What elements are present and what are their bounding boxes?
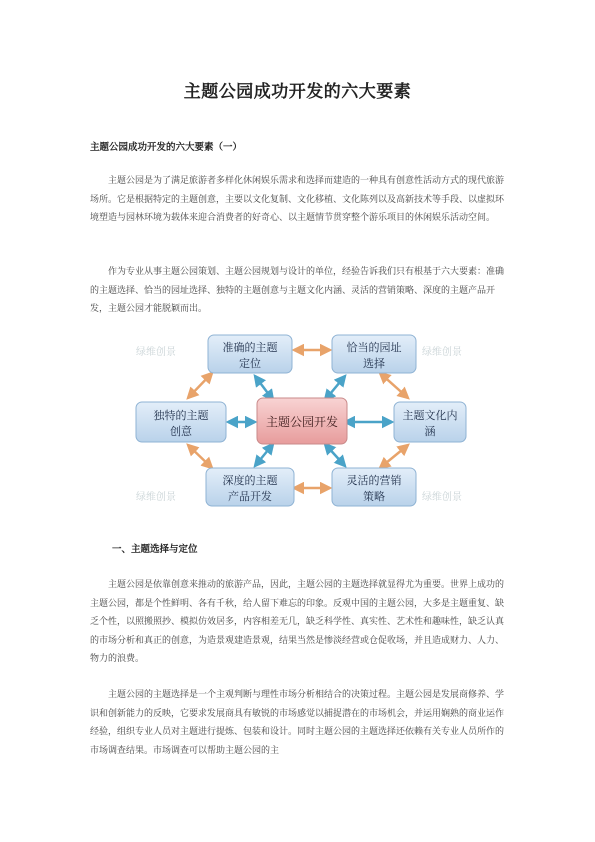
section-heading: 主题公园成功开发的六大要素（一） (90, 142, 243, 153)
watermark-text: 绿维创景 (136, 347, 176, 358)
node-top-left (208, 335, 292, 373)
arrow-center-top-left (255, 376, 273, 400)
arrow-center-bottom-right (325, 444, 345, 466)
node-label: 涵 (424, 425, 436, 438)
node-bottom-right (332, 468, 416, 506)
intro-paragraph-2: 作为专业从事主题公园策划、主题公园规划与设计的单位，经验告诉我们只有根基于六大要素：准确的主题选择、恰当的园址选择、独特的主题创意与主题文化内涵、灵活的营销策略、深度的主题产品开发，主题公园才能脱颖而出。 (90, 267, 505, 314)
node-top-right (332, 335, 416, 373)
node-label: 灵活的营销 (346, 474, 402, 487)
node-label: 定位 (239, 357, 261, 370)
body-paragraph-1: 主题公园是依靠创意来推动的旅游产品，因此，主题公园的主题选择就显得尤为重要。世界上成功的主题公园，都是个性鲜明、各有千秋，给人留下难忘的印象。反观中国的主题公园，大多是主题重复、缺乏个性，以照搬照抄、模拟仿效居多，内容相差无几，缺乏科学性、真实性、艺术性和趣味性，缺乏认真的市场分析和真正的创意，为造景观建造景观，结果当然是惨淡经营或仓促收场，并且造成财力、人力、物力的浪费。 (90, 580, 505, 664)
page-title: 主题公园成功开发的六大要素 (183, 82, 412, 102)
arrow-top-left-to-left (188, 373, 212, 398)
node-label: 独特的主题 (153, 409, 209, 422)
arrow-center-bottom-left (255, 444, 273, 466)
node-right (394, 402, 466, 442)
node-label: 主题文化内 (402, 409, 458, 422)
center-label: 主题公园开发 (265, 415, 339, 429)
node-center (257, 398, 347, 444)
node-label: 准确的主题 (222, 341, 278, 354)
node-label: 产品开发 (228, 490, 272, 503)
body-paragraph-2: 主题公园的主题选择是一个主观判断与理性市场分析相结合的决策过程。主题公园是发展商修养、学识和创新能力的反映，它要求发展商具有敏锐的市场感觉以捕捉潜在的市场机会，并运用娴熟的商业运作经验，组织专业人员对主题进行提炼、包装和设计。同时主题公园的主题选择还依赖有关专业人员所作的市场调查结果。市场调查可以帮助主题公园的主 (90, 690, 505, 756)
watermark-text: 绿维创景 (422, 492, 462, 503)
node-label: 创意 (170, 425, 192, 438)
node-label: 恰当的园址 (346, 341, 402, 354)
six-elements-diagram (130, 330, 470, 513)
watermark-text: 绿维创景 (422, 347, 462, 358)
node-label: 策略 (363, 490, 385, 503)
arrow-top-right-to-right (380, 373, 408, 398)
arrow-left-to-bottom-left (188, 445, 212, 468)
intro-paragraph-1: 主题公园是为了满足旅游者多样化休闲娱乐需求和选择而建造的一种具有创意性活动方式的现代旅游场所。它是根据特定的主题创意，主要以文化复制、文化移植、文化陈列以及高新技术等手段、以虚拟环境塑造与园林环境为载体来迎合消费者的好奇心、以主题情节贯穿整个游乐项目的休闲娱乐活动空间。 (90, 176, 505, 223)
node-label: 深度的主题 (222, 474, 278, 487)
watermark-text: 绿维创景 (136, 492, 176, 503)
subsection-heading: 一、主题选择与定位 (112, 544, 198, 555)
node-bottom-left (206, 468, 294, 506)
arrow-center-top-right (325, 376, 345, 400)
arrow-right-to-bottom-right (380, 445, 408, 468)
node-label: 选择 (363, 357, 385, 370)
node-left (136, 402, 226, 442)
